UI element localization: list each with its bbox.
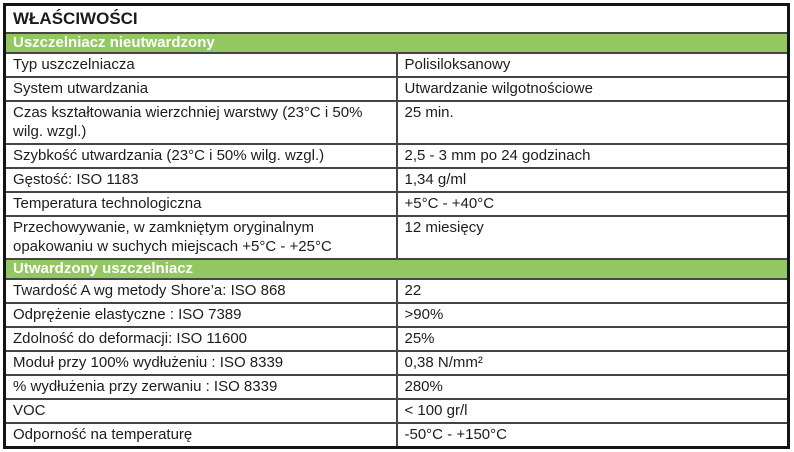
property-value: Utwardzanie wilgotnościowe — [397, 77, 789, 101]
property-label: System utwardzania — [5, 77, 397, 101]
table-row — [5, 192, 789, 216]
property-label: Typ uszczelniacza — [5, 53, 397, 77]
property-label: Zdolność do deformacji: ISO 11600 — [5, 327, 397, 351]
property-value: 25 min. — [397, 101, 789, 144]
table-row — [5, 399, 789, 423]
table-row — [5, 327, 789, 351]
property-value: 22 — [397, 279, 789, 303]
table-row — [5, 168, 789, 192]
property-label: Odprężenie elastyczne : ISO 7389 — [5, 303, 397, 327]
section-header-row — [5, 259, 789, 279]
properties-table-body — [5, 5, 789, 448]
property-label: Czas kształtowania wierzchniej warstwy (23°C i 50% wilg. wzgl.) — [5, 101, 397, 144]
property-value: 0,38 N/mm² — [397, 351, 789, 375]
table-row — [5, 53, 789, 77]
property-label: VOC — [5, 399, 397, 423]
properties-table — [3, 3, 790, 449]
section-header: Utwardzony uszczelniacz — [5, 259, 789, 279]
property-label: Gęstość: ISO 1183 — [5, 168, 397, 192]
property-value: >90% — [397, 303, 789, 327]
table-row — [5, 279, 789, 303]
property-label: % wydłużenia przy zerwaniu : ISO 8339 — [5, 375, 397, 399]
property-label: Twardość A wg metody Shore’a: ISO 868 — [5, 279, 397, 303]
section-header-row — [5, 33, 789, 53]
property-value: < 100 gr/l — [397, 399, 789, 423]
property-value: -50°C - +150°C — [397, 423, 789, 448]
table-row — [5, 216, 789, 259]
property-value: 25% — [397, 327, 789, 351]
property-label: Przechowywanie, w zamkniętym oryginalnym opakowaniu w suchych miejscach +5°C - +25°C — [5, 216, 397, 259]
property-value: +5°C - +40°C — [397, 192, 789, 216]
property-value: Polisiloksanowy — [397, 53, 789, 77]
table-row — [5, 144, 789, 168]
property-value: 2,5 - 3 mm po 24 godzinach — [397, 144, 789, 168]
table-row — [5, 101, 789, 144]
property-label: Moduł przy 100% wydłużeniu : ISO 8339 — [5, 351, 397, 375]
table-title: WŁAŚCIWOŚCI — [5, 5, 789, 34]
table-row — [5, 303, 789, 327]
property-value: 12 miesięcy — [397, 216, 789, 259]
table-row — [5, 77, 789, 101]
property-label: Temperatura technologiczna — [5, 192, 397, 216]
property-value: 280% — [397, 375, 789, 399]
property-label: Szybkość utwardzania (23°C i 50% wilg. wzgl.) — [5, 144, 397, 168]
table-row — [5, 375, 789, 399]
section-header: Uszczelniacz nieutwardzony — [5, 33, 789, 53]
title-row — [5, 5, 789, 34]
table-row — [5, 423, 789, 448]
property-label: Odporność na temperaturę — [5, 423, 397, 448]
property-value: 1,34 g/ml — [397, 168, 789, 192]
table-row — [5, 351, 789, 375]
